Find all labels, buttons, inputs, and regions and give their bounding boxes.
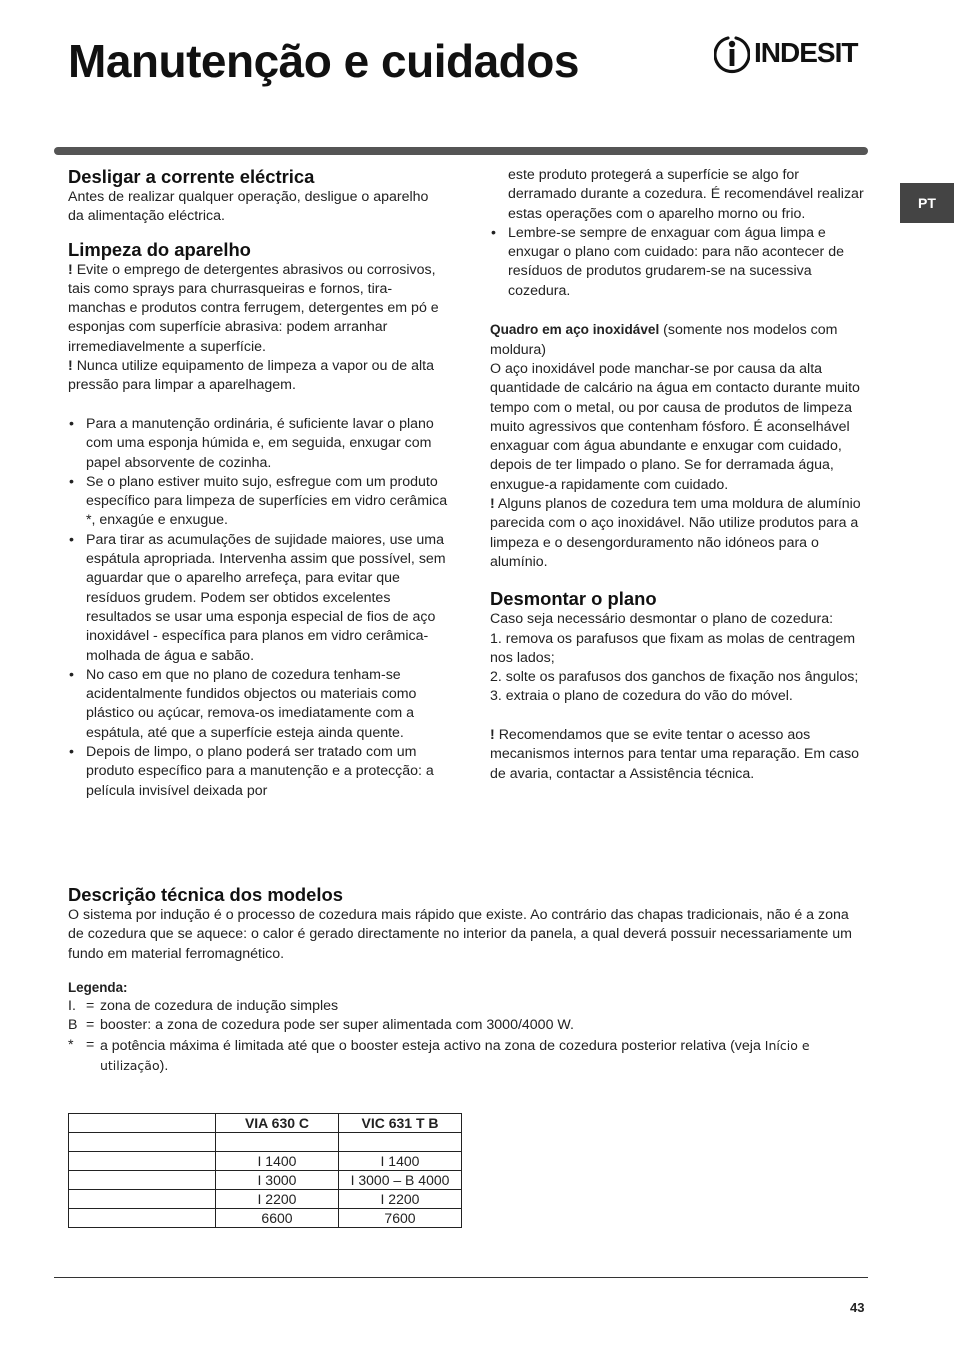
table-header	[69, 1114, 216, 1133]
table-cell	[69, 1209, 216, 1228]
section-title-power: Desligar a corrente eléctrica	[68, 166, 315, 187]
warning-icon: !	[490, 727, 495, 744]
dismantle-step: 1. remova os parafusos que fixam as molas de centragem nos lados;	[490, 630, 856, 666]
table-cell: 7600	[339, 1209, 462, 1228]
dismantle-warning-text: Recomendamos que se evite tentar o acesso aos mecanismos internos para tentar uma reparação. Em caso de avaria, contactar a Assistência técnica.	[490, 727, 860, 782]
list-item: • Lembre-se sempre de enxaguar com água limpa e enxugar o plano com cuidado: para não acontecer de resíduos de produtos grudarem-se na sucessiva cozedura.	[490, 224, 870, 301]
table-cell	[69, 1133, 216, 1152]
warning-icon: !	[68, 261, 73, 278]
legend-title: Legenda:	[68, 979, 128, 995]
legend-key: B	[68, 1017, 78, 1034]
cleaning-warning-1-text: Evite o emprego de detergentes abrasivos ou corrosivos, tais como sprays para churrasqueiras e fornos, tira-manchas e produtos contra ferrugem, detergentes em pó e esponjas com superfície abrasiva: podem arranhar irremediavelmente a superfície.	[68, 261, 439, 355]
cleaning-warning-1	[68, 261, 448, 357]
cleaning-continued: este produto protegerá a superfície se algo for derramado durante a cozedura. É recomendável realizar estas operações com o aparelho morno ou frio.	[508, 167, 864, 222]
table-cell	[339, 1133, 462, 1152]
table-header-row	[69, 1114, 462, 1133]
table-cell: 6600	[216, 1209, 339, 1228]
list-item: • Se o plano estiver muito sujo, esfregue com um produto específico para limpeza de superfícies em vidro cerâmica *, enxagúe e enxugue.	[68, 473, 448, 531]
language-tab: PT	[900, 183, 954, 223]
page-number: 43	[850, 1300, 865, 1315]
top-divider	[54, 147, 868, 155]
table-cell: I 3000	[216, 1171, 339, 1190]
table-row	[69, 1152, 462, 1171]
technical-description	[68, 884, 868, 1076]
tech-text: O sistema por indução é o processo de cozedura mais rápido que existe. Ao contrário das chapas tradicionais, não é a zona de cozedura que se aquece: o calor é gerado directamente no interior da panela, a qual deverá possuir necessariamente um fundo em material ferromagnético.	[68, 907, 852, 962]
table-header: VIA 630 C	[216, 1114, 339, 1133]
table-row	[69, 1209, 462, 1228]
right-column	[490, 166, 870, 784]
table-row	[69, 1190, 462, 1209]
section-title-tech: Descrição técnica dos modelos	[68, 884, 343, 905]
table-cell: I 2200	[339, 1190, 462, 1209]
legend-text: zona de cozedura de indução simples	[99, 998, 339, 1015]
table-cell	[69, 1171, 216, 1190]
legend-key: *	[68, 1036, 74, 1053]
inox-warning-text: Alguns planos de cozedura tem uma moldura de alumínio parecida com o aço inoxidável. Não utilize produtos para a limpeza e o desengorduramento não idóneos para o alumínio.	[490, 496, 861, 570]
legend-item: B = booster: a zona de cozedura pode ser super alimentada com 3000/4000 W.	[68, 1016, 868, 1035]
list-item: • Para tirar as acumulações de sujidade maiores, use uma espátula apropriada. Intervenha assim que possível, sem aguardar que o aparelho arrefeça, para evitar que resíduos grudem. Podem ser obtidos excelentes resultados se usar uma esponja especial de fios de aço inoxidável - específica para planos em vidro cerâmica- molhada de água e sabão.	[68, 531, 448, 666]
table-cell	[216, 1133, 339, 1152]
table-cell: I 1400	[216, 1152, 339, 1171]
table-row	[69, 1171, 462, 1190]
inox-text: O aço inoxidável pode manchar-se por causa da alta quantidade de calcário na água em contacto durante muito tempo com o metal, ou por causa de produtos de limpeza muito agressivos que contenham fósforo. É aconselhável enxaguar com água abundante e enxugar com cuidado, depois de ter limpado o plano. Se for derramada água, enxugue-a rapidamente com cuidado.	[490, 360, 860, 493]
left-column	[68, 166, 448, 801]
list-item: • No caso em que no plano de cozedura tenham-se acidentalmente fundidos objectos ou materiais como plástico ou açúcar, remova-os imediatamente com a espátula, até que a superfície esteja ainda quente.	[68, 666, 448, 743]
cleaning-warning-2-text: Nunca utilize equipamento de limpeza a vapor ou de alta pressão para limpar a aparelhagem.	[68, 358, 434, 394]
legend-item: I. = zona de cozedura de indução simples	[68, 997, 868, 1016]
section-text-power: Antes de realizar qualquer operação, desligue o aparelho da alimentação eléctrica.	[68, 189, 429, 225]
logo-i-icon	[714, 32, 750, 76]
table-cell	[69, 1152, 216, 1171]
table-cell	[69, 1190, 216, 1209]
legend-text: a potência máxima é limitada até que o booster esteja activo na zona de cozedura posterior relativa (veja Início e utilização).	[99, 1037, 810, 1075]
legend-text: booster: a zona de cozedura pode ser super alimentada com 3000/4000 W.	[99, 1017, 574, 1034]
table-cell: I 2200	[216, 1190, 339, 1209]
warning-icon: !	[490, 496, 495, 513]
inox-paragraph	[490, 320, 870, 360]
indesit-logo	[714, 32, 870, 76]
page-title: Manutenção e cuidados	[68, 35, 579, 87]
models-table	[68, 1113, 462, 1228]
legend-reference: Início e utilização	[99, 1037, 810, 1074]
table-cell: I 3000 – B 4000	[339, 1171, 462, 1190]
legend-item: * = a potência máxima é limitada até que o booster esteja activo na zona de cozedura posterior relativa (veja Início e utilização).	[68, 1036, 868, 1077]
list-item: • Para a manutenção ordinária, é suficiente lavar o plano com uma esponja húmida e, em seguida, enxugar com papel absorvente de cozinha.	[68, 415, 448, 473]
warning-icon: !	[68, 358, 73, 375]
table-row	[69, 1133, 462, 1152]
dismantle-step: 2. solte os parafusos dos ganchos de fixação nos ângulos;	[490, 669, 859, 686]
section-title-cleaning: Limpeza do aparelho	[68, 238, 251, 260]
inox-title: Quadro em aço inoxidável	[490, 322, 660, 338]
inox-warning	[490, 495, 870, 572]
dismantle-warning	[490, 726, 870, 784]
table-cell: I 1400	[339, 1152, 462, 1171]
cleaning-warning-2	[68, 357, 448, 396]
inox-note: (somente nos modelos com moldura)	[490, 322, 838, 358]
logo-word: INDESIT	[754, 37, 858, 68]
bottom-divider	[54, 1277, 868, 1278]
section-title-dismantle: Desmontar o plano	[490, 588, 657, 610]
legend-key: I.	[68, 998, 76, 1015]
table-header: VIC 631 T B	[339, 1114, 462, 1133]
list-item: • Depois de limpo, o plano poderá ser tratado com um produto específico para a manutenção e a protecção: a película invisível deixada por	[68, 743, 448, 801]
dismantle-intro: Caso seja necessário desmontar o plano de cozedura:	[490, 611, 834, 628]
dismantle-step: 3. extraia o plano de cozedura do vão do móvel.	[490, 688, 793, 705]
